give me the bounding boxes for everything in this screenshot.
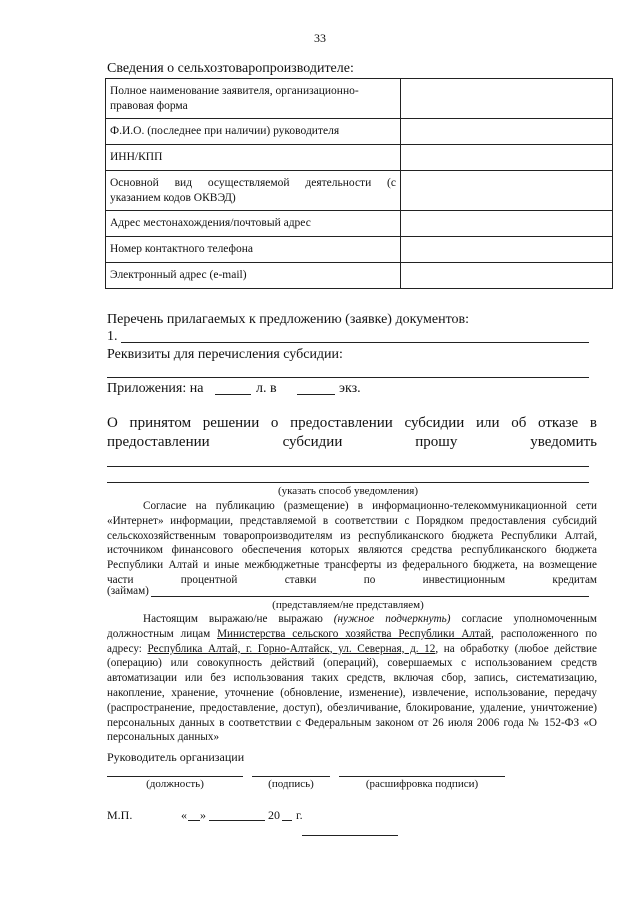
consent-publication-tail: (займам) — [107, 585, 149, 597]
position-caption: (должность) — [146, 778, 204, 790]
row-label: Полное наименование заявителя, организационно-правовая форма — [106, 79, 401, 119]
position-field[interactable] — [107, 776, 243, 777]
attachments-copies-label: экз. — [339, 381, 361, 396]
consent-text: Настоящим выражаю/не выражаю — [143, 613, 334, 625]
consent-publication-line[interactable] — [151, 596, 589, 597]
notification-line-2[interactable] — [107, 482, 589, 483]
ministry-address: Республика Алтай, г. Горно-Алтайск, ул. Северная, д. 12 — [147, 642, 436, 655]
row-value-field[interactable] — [401, 145, 613, 171]
date-year-field[interactable] — [282, 820, 292, 821]
attachments-pages-field[interactable] — [215, 394, 251, 395]
row-label: Основной вид осуществляемой деятельности (с указанием кодов ОКВЭД) — [106, 171, 401, 211]
documents-list-title: Перечень прилагаемых к предложению (заявке) документов: — [107, 312, 469, 327]
notification-line-1[interactable] — [107, 466, 589, 467]
row-value-field[interactable] — [401, 263, 613, 289]
signature-decode-caption: (расшифровка подписи) — [365, 778, 479, 790]
date-year-prefix: 20 — [268, 808, 280, 822]
documents-item-number: 1. — [107, 329, 118, 344]
consent-text: , на обработку (любое действие (операцию) или совокупность действий (операций), совершаемых с использованием средств автоматизации или без использования таких средств, включая сбор, запись, систематизацию, накопление, хранение, уточнение (обновление, изменение), извлечение, использование, передачу (распространение, предоставление, доступ), обезличивание, блокирование, удаление, уничтожение) персональных данных в соответствии с Федеральным законом от 26 июля 2006 года № 152-ФЗ «О персональных данных» — [107, 642, 598, 744]
signature-field[interactable] — [252, 776, 330, 777]
extra-signature-line[interactable] — [302, 835, 398, 836]
ministry-name: Министерства сельского хозяйства Республики Алтай — [217, 627, 491, 640]
consent-text: согласие уполномоченным должностным лицам — [107, 613, 598, 640]
row-label: Электронный адрес (e-mail) — [106, 263, 401, 289]
row-value-field[interactable] — [401, 211, 613, 237]
signature-decode-field[interactable] — [339, 776, 505, 777]
table-row — [106, 145, 613, 171]
signature-caption: (подпись) — [268, 778, 314, 790]
table-row — [106, 237, 613, 263]
table-row — [106, 263, 613, 289]
row-value-field[interactable] — [401, 79, 613, 119]
consent-text: , расположенного по адресу: — [107, 627, 597, 655]
requisites-line[interactable] — [107, 377, 589, 378]
producer-section-title: Сведения о сельхозтоваропроизводителе: — [107, 61, 354, 76]
row-value-field[interactable] — [401, 119, 613, 145]
requisites-title: Реквизиты для перечисления субсидии: — [107, 347, 343, 362]
table-row — [106, 79, 613, 119]
date-day-field[interactable] — [188, 820, 200, 821]
row-label: Ф.И.О. (последнее при наличии) руководителя — [106, 119, 401, 145]
attachments-prefix: Приложения: на — [107, 381, 204, 396]
notification-text: О принятом решении о предоставлении субсидии или об отказе в предоставлении субсидии прошу уведомить — [107, 415, 597, 450]
row-label: ИНН/КПП — [106, 145, 401, 171]
row-value-field[interactable] — [401, 237, 613, 263]
row-label: Адрес местонахождения/почтовый адрес — [106, 211, 401, 237]
date-month-field[interactable] — [209, 820, 265, 821]
row-label: Номер контактного телефона — [106, 237, 401, 263]
consent-publication-caption: (представляем/не представляем) — [272, 599, 424, 611]
date-open-quote: « — [181, 808, 187, 822]
date-year-suffix: г. — [296, 808, 303, 822]
table-row — [106, 171, 613, 211]
stamp-place: М.П. — [107, 808, 133, 822]
attachments-copies-field[interactable] — [297, 394, 335, 395]
head-title: Руководитель организации — [107, 750, 245, 764]
documents-item-line[interactable] — [121, 342, 589, 343]
consent-italic-note: (нужное подчеркнуть) — [333, 613, 451, 625]
notification-caption: (указать способ уведомления) — [277, 485, 419, 497]
date-close-quote: » — [200, 808, 206, 822]
personal-data-consent — [107, 612, 597, 745]
row-value-field[interactable] — [401, 171, 613, 211]
table-row — [106, 119, 613, 145]
table-row — [106, 211, 613, 237]
attachments-pages-label: л. в — [256, 381, 277, 396]
producer-info-table — [105, 78, 613, 289]
consent-publication-paragraph: Согласие на публикацию (размещение) в информационно-телекоммуникационной сети «Интернет» информации, представляемой в соответствии с Порядком предоставления субсидий сельскохозяйственным товаропроизводителям из республиканского бюджета Республики Алтай, источником финансового обеспечения которых являются средства республиканского бюджета Республики Алтай и иные межбюджетные трансферты из федерального бюджета, на возмещение части процентной ставки по инвестиционным кредитам — [107, 500, 597, 586]
page-number: 33 — [314, 31, 326, 45]
